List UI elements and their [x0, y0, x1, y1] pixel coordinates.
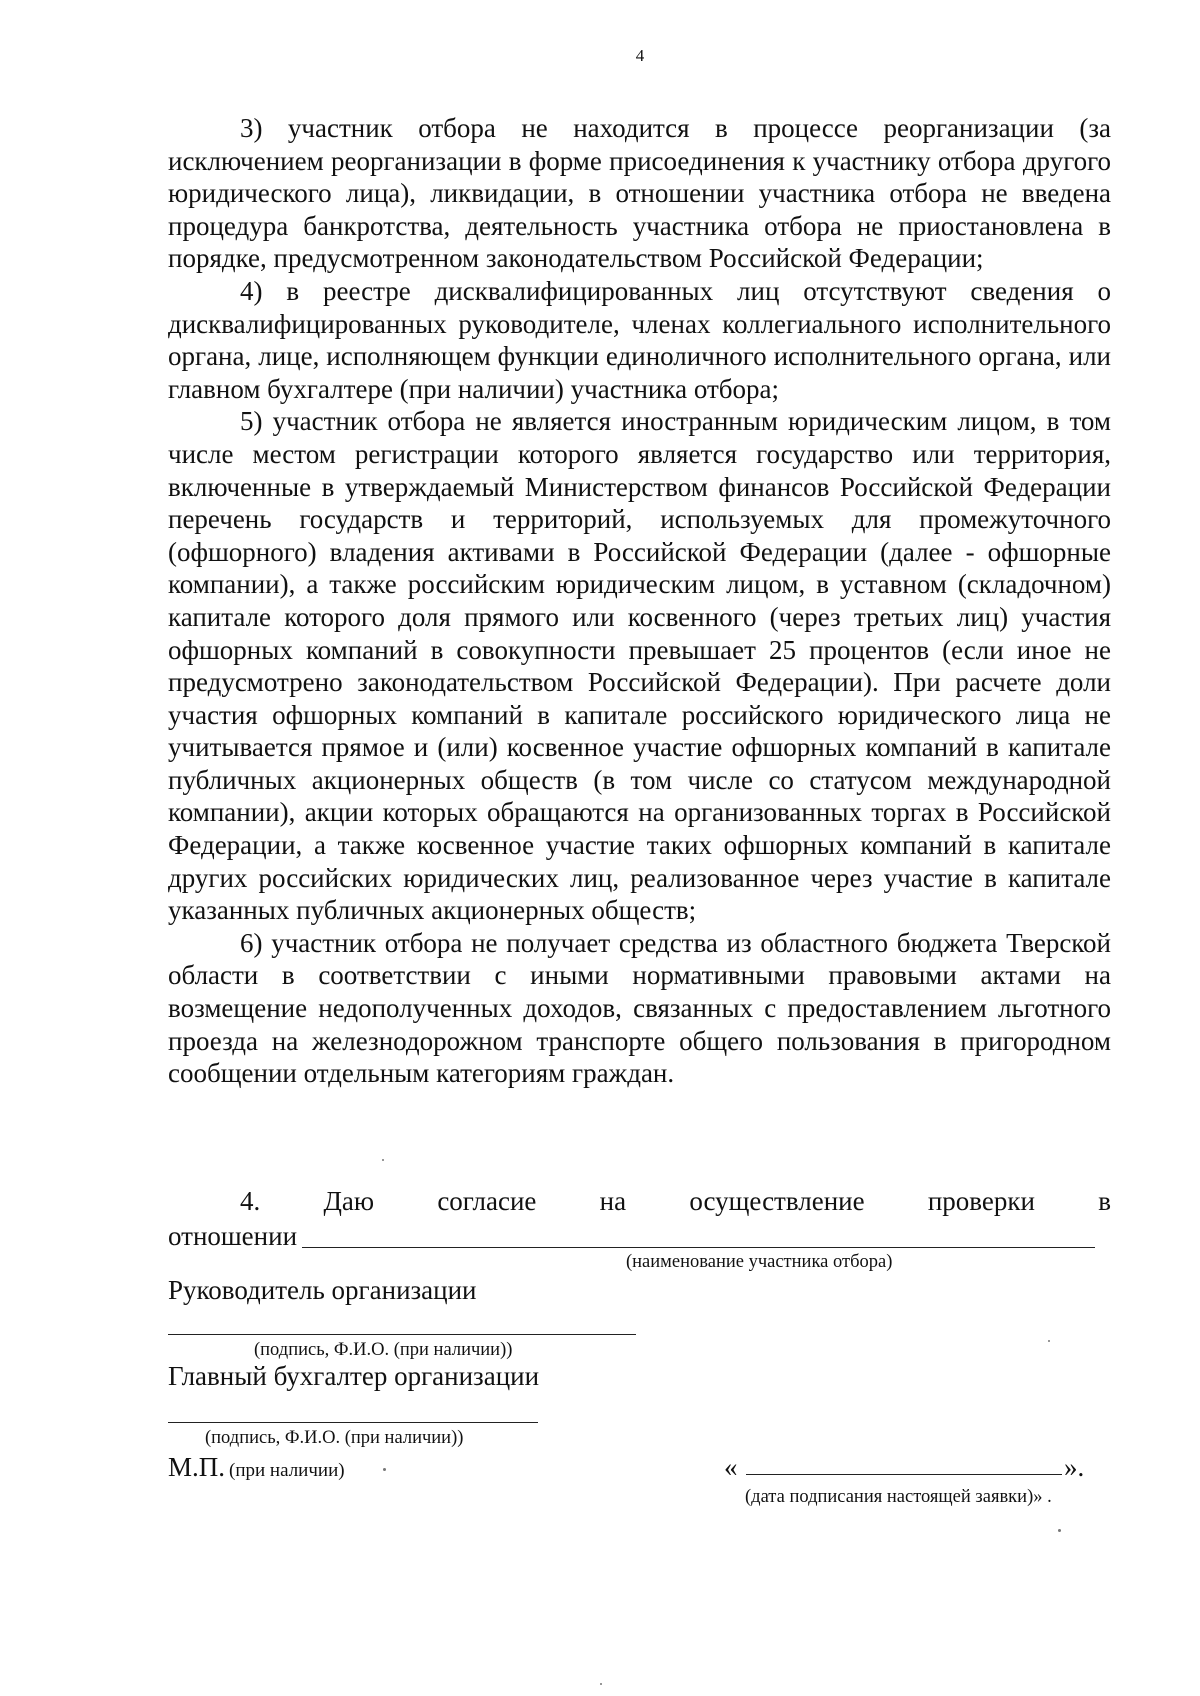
head-signature-caption: (подпись, Ф.И.О. (при наличии)): [254, 1340, 513, 1360]
participant-name-field[interactable]: [302, 1247, 1095, 1248]
consent-word: проверки: [927, 1186, 1035, 1216]
consent-line: [168, 1185, 1111, 1218]
participant-name-caption: (наименование участника отбора): [626, 1252, 893, 1272]
consent-word: Даю: [323, 1186, 375, 1216]
paragraph-item-5: 5) участник отбора не является иностранным юридическим лицом, в том числе местом регистрации которого является государство или территория, включенные в утверждаемый Министерством финансов Российской Федерации перечень государств и территорий, используемых для промежуточного (офшорного) владения активами в Российской Федерации (далее - офшорные компании), а также российским юридическим лицом, в уставном (складочном) капитале которого доля прямого или косвенного (через третьих лиц) участия офшорных компаний в совокупности превышает 25 процентов (если иное не предусмотрено законодательством Российской Федерации). При расчете доли участия офшорных компаний в капитале российского юридического лица не учитывается прямое и (или) косвенное участие офшорных компаний в капитале публичных акционерных обществ (в том числе со статусом международной компании), акции которых обращаются на организованных торгах в Российской Федерации, а также косвенное участие таких офшорных компаний в капитале других российских юридических лиц, реализованное через участие в капитале указанных публичных акционерных обществ;: [168, 406, 1111, 926]
accountant-label: Главный бухгалтер организации: [168, 1361, 540, 1391]
consent-continuation: отношении: [168, 1221, 298, 1251]
scan-speck: [600, 1683, 602, 1685]
paragraph-item-3: 3) участник отбора не находится в процессе реорганизации (за исключением реорганизации в форме присоединения к участнику отбора другого юридического лица), ликвидации, в отношении участника отбора не введена процедура банкротства, деятельность участника отбора не приостановлена в порядке, предусмотренном законодательством Российской Федерации;: [168, 113, 1111, 274]
scan-speck: [1048, 1340, 1050, 1342]
date-close-quote: ».: [1064, 1452, 1085, 1482]
date-field[interactable]: [746, 1474, 1062, 1475]
consent-word: на: [599, 1186, 627, 1216]
consent-word: осуществление: [689, 1186, 865, 1216]
seal-placeholder: [168, 1452, 345, 1483]
paragraph-item-4: 4) в реестре дисквалифицированных лиц отсутствуют сведения о дисквалифицированных руководителе, членах коллегиального исполнительного органа, лице, исполняющем функции единоличного исполнительного органа, или главном бухгалтере (при наличии) участника отбора;: [168, 275, 1111, 404]
paragraph-item-6: 6) участник отбора не получает средства из областного бюджета Тверской области в соответствии с иными нормативными правовыми актами на возмещение недополученных доходов, связанных с предоставлением льготного проезда на железнодорожном транспорте общего пользования в пригородном сообщении отдельным категориям граждан.: [168, 927, 1111, 1089]
scan-speck: [382, 1159, 384, 1161]
date-caption: (дата подписания настоящей заявки)» .: [745, 1487, 1052, 1507]
consent-word: согласие: [437, 1186, 537, 1216]
page-number: 4: [635, 46, 645, 65]
scan-speck: [383, 1468, 386, 1471]
seal-note: (при наличии): [229, 1460, 345, 1481]
document-body: [168, 112, 1111, 1090]
consent-word: в: [1098, 1186, 1111, 1216]
date-open-quote: «: [724, 1452, 738, 1482]
accountant-signature-caption: (подпись, Ф.И.О. (при наличии)): [205, 1428, 464, 1448]
accountant-signature-field[interactable]: [168, 1422, 538, 1423]
seal-label: М.П.: [168, 1452, 226, 1482]
head-label: Руководитель организации: [168, 1275, 477, 1305]
scan-speck: [1058, 1529, 1061, 1532]
consent-word: 4.: [240, 1186, 261, 1216]
head-signature-field[interactable]: [168, 1334, 636, 1335]
